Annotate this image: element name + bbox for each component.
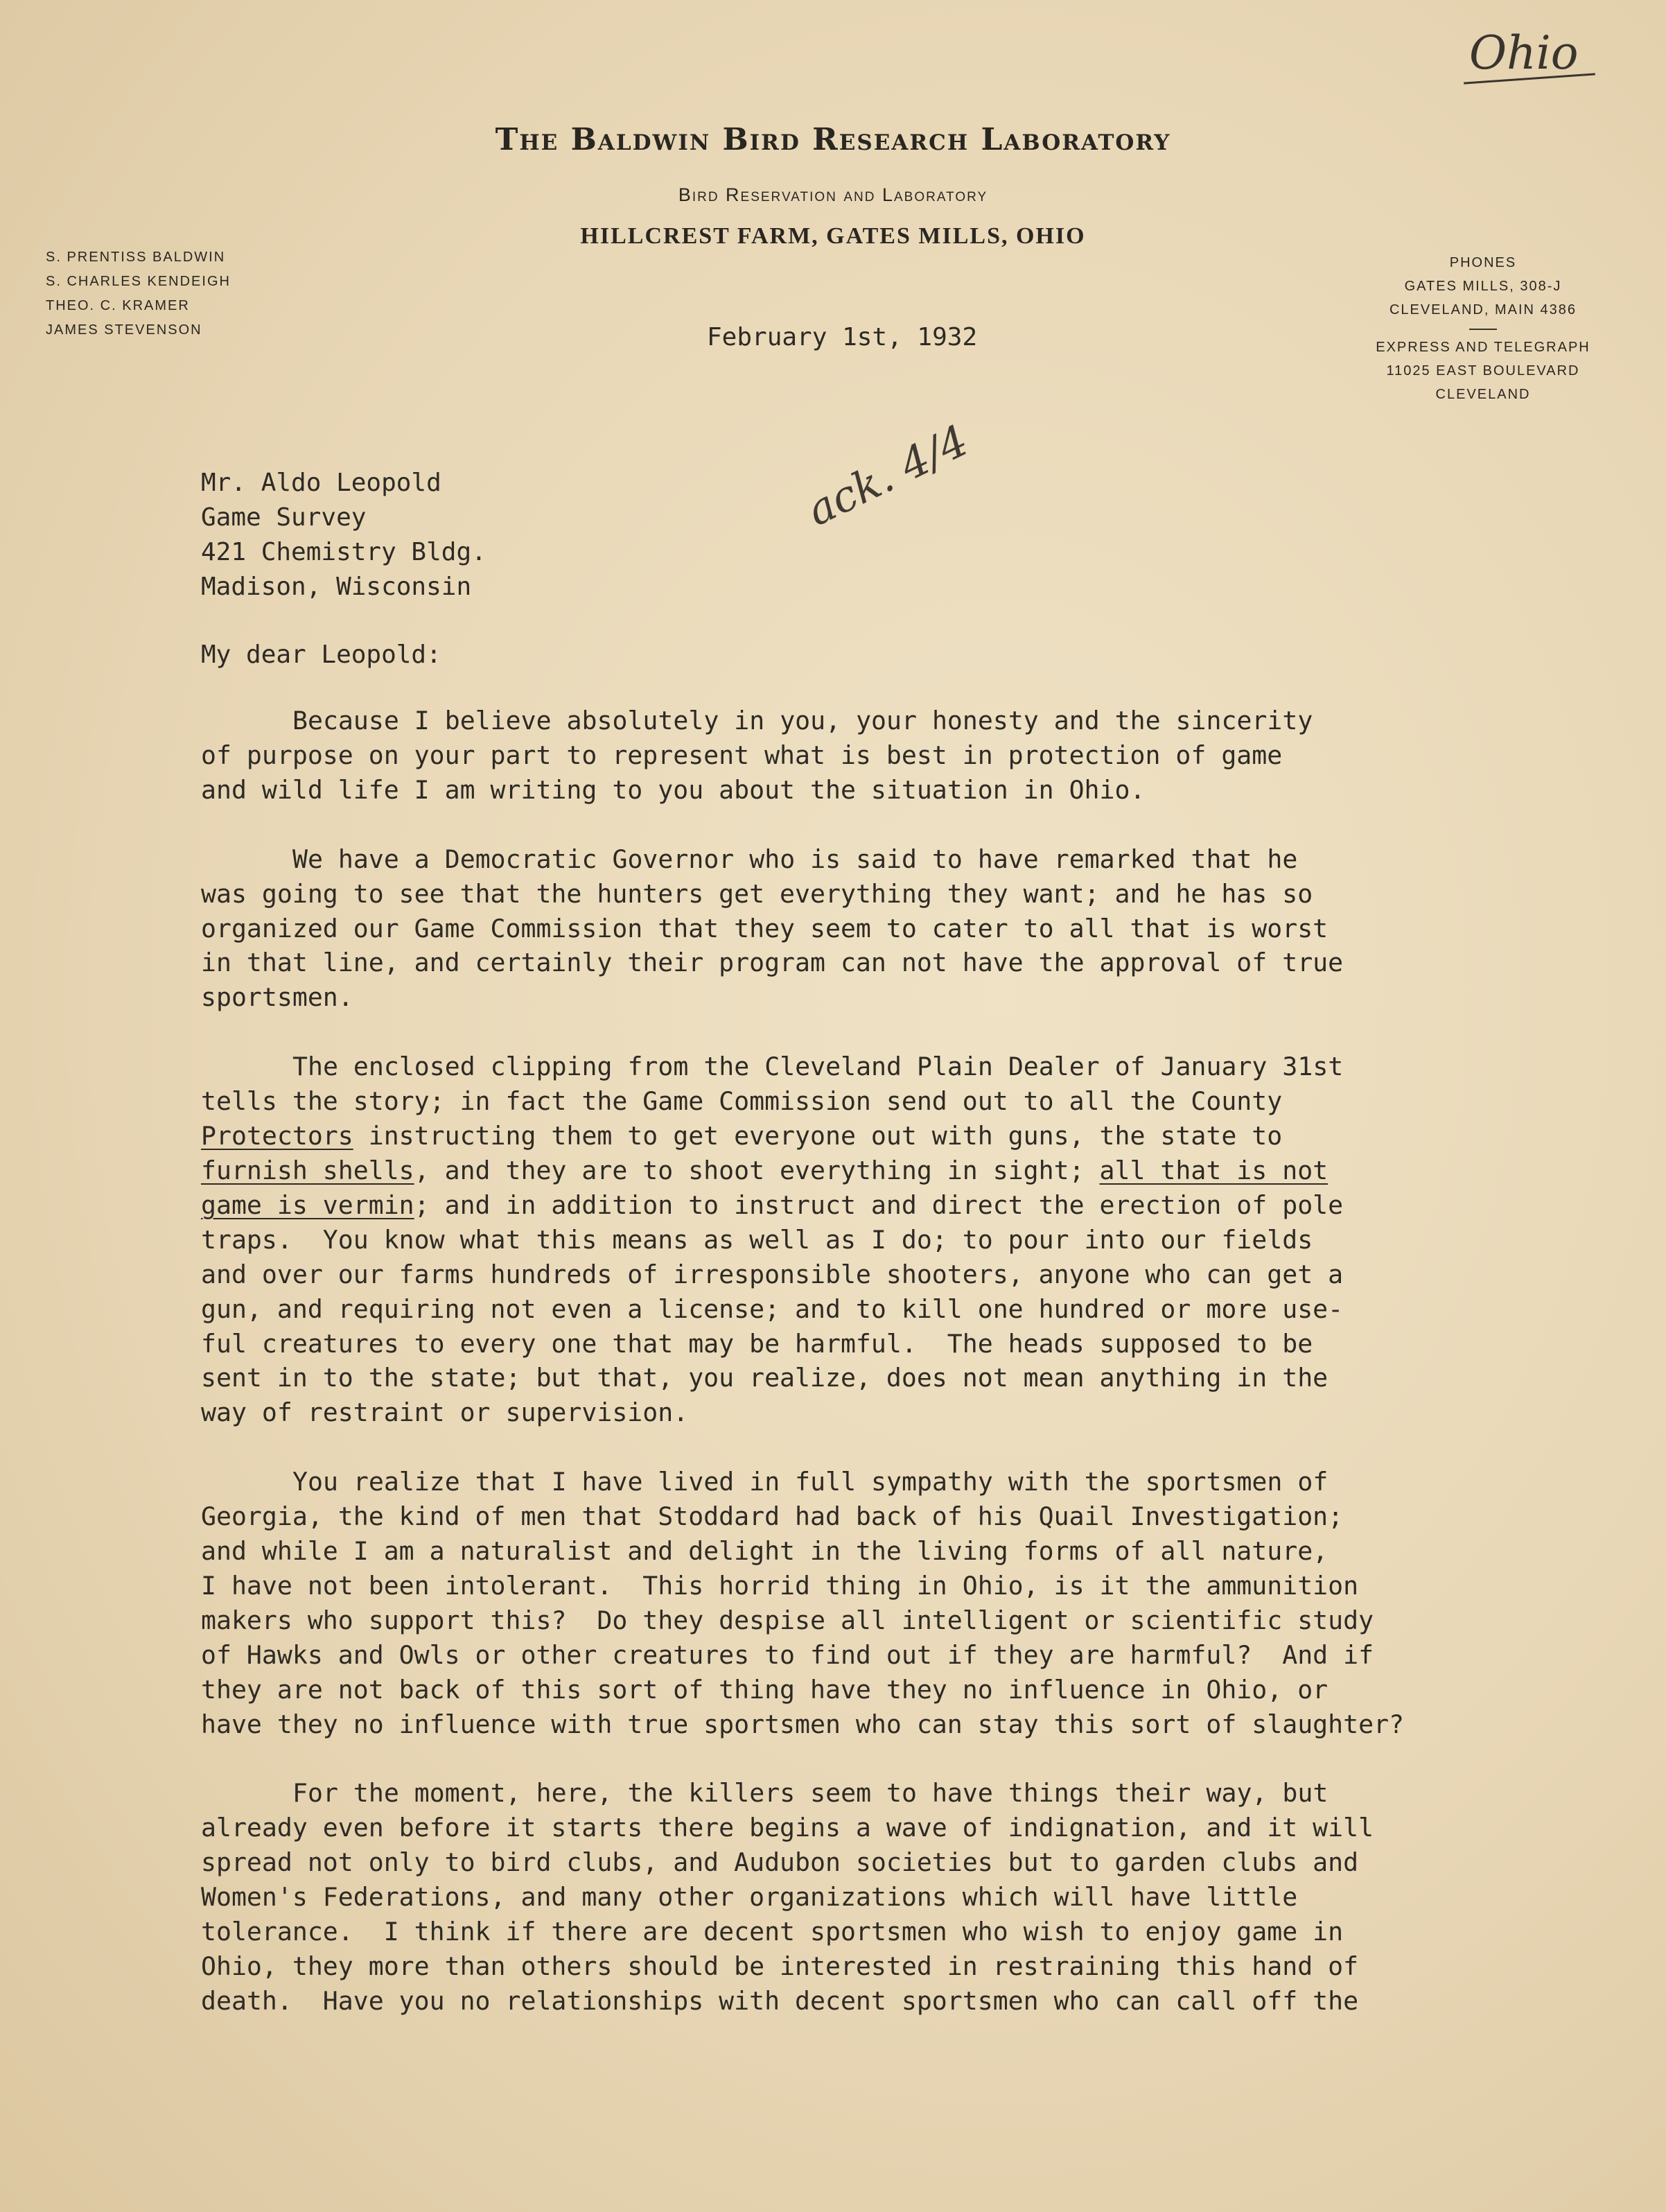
contact-divider <box>1469 329 1497 330</box>
body-line: of Hawks and Owls or other creatures to find out if they are harmful? And if <box>201 1639 1374 1670</box>
letterhead-subtitle: Bird Reservation and Laboratory <box>678 184 988 205</box>
staff-name: S. CHARLES KENDEIGH <box>46 274 231 289</box>
body-line: organized our Game Commission that they seem to cater to all that is worst <box>201 913 1329 943</box>
staff-name: JAMES STEVENSON <box>46 322 202 338</box>
body-line: sent in to the state; but that, you realize, does not mean anything in the <box>201 1363 1329 1393</box>
phone-number: GATES MILLS, 308-J <box>1404 279 1562 294</box>
body-line: was going to see that the hunters get everything they want; and he has so <box>201 878 1313 909</box>
body-line: makers who support this? Do they despise all intelligent or scientific study <box>201 1605 1374 1635</box>
handwritten-ack-note: ack. 4/4 <box>798 415 976 536</box>
salutation: My dear Leopold: <box>201 641 441 669</box>
body-line: tolerance. I think if there are decent sportsmen who wish to enjoy game in <box>201 1917 1344 1947</box>
recipient-line: Madison, Wisconsin <box>201 573 472 601</box>
paragraph-2 <box>201 842 1559 1016</box>
body-line: ful creatures to every one that may be harmful. The heads supposed to be <box>201 1328 1313 1359</box>
staff-name: THEO. C. KRAMER <box>46 298 190 313</box>
paragraph-3 <box>201 1050 1559 1430</box>
body-line: and over our farms hundreds of irresponsible shooters, anyone who can get a <box>201 1259 1344 1289</box>
underlined-text: furnish shells <box>201 1155 414 1185</box>
body-line: and wild life I am writing to you about the situation in Ohio. <box>201 774 1146 805</box>
body-text-run: ; and in addition to instruct and direct the erection of pole <box>414 1190 1344 1220</box>
underlined-text: all that is not <box>1099 1155 1329 1185</box>
express-address: CLEVELAND <box>1435 387 1531 402</box>
underlined-text: Protectors <box>201 1121 353 1151</box>
letter-body <box>201 704 1559 2019</box>
paragraph-1 <box>201 704 1559 808</box>
body-line: in that line, and certainly their program can not have the approval of true <box>201 948 1344 978</box>
body-line: traps. You know what this means as well as I do; to pour into our fields <box>201 1224 1313 1255</box>
handwritten-ohio-note: Ohio <box>1469 26 1579 80</box>
body-line: have they no influence with true sportsmen who can stay this sort of slaughter? <box>201 1709 1405 1739</box>
body-line: You realize that I have lived in full sympathy with the sportsmen of <box>292 1467 1329 1497</box>
body-line: tells the story; in fact the Game Commission send out to all the County <box>201 1086 1283 1117</box>
body-line: Women's Federations, and many other organizations which will have little <box>201 1882 1298 1913</box>
letterhead-title: The Baldwin Bird Research Laboratory <box>495 122 1171 157</box>
express-address: 11025 EAST BOULEVARD <box>1386 363 1580 378</box>
staff-list <box>46 245 231 342</box>
recipient-line: Game Survey <box>201 503 367 532</box>
recipient-address <box>201 466 486 604</box>
body-line: of purpose on your part to represent what is best in protection of game <box>201 740 1283 770</box>
body-line: I have not been intolerant. This horrid thing in Ohio, is it the ammunition <box>201 1570 1359 1601</box>
body-text-run: instructing them to get everyone out with guns, the state to <box>353 1121 1283 1151</box>
body-line: We have a Democratic Governor who is said to have remarked that he <box>292 844 1298 874</box>
body-line: death. Have you no relationships with decent sportsmen who can call off the <box>201 1985 1359 2016</box>
body-line: they are not back of this sort of thing have they no influence in Ohio, or <box>201 1674 1329 1705</box>
recipient-line: 421 Chemistry Bldg. <box>201 538 486 566</box>
contact-block <box>1331 251 1636 406</box>
body-line: gun, and requiring not even a license; and to kill one hundred or more use- <box>201 1294 1344 1324</box>
body-line: The enclosed clipping from the Cleveland Plain Dealer of January 31st <box>292 1052 1344 1082</box>
body-line: spread not only to bird clubs, and Audubon societies but to garden clubs and <box>201 1847 1359 1878</box>
body-text-run: , and they are to shoot everything in sight; <box>414 1155 1100 1185</box>
recipient-line: Mr. Aldo Leopold <box>201 469 441 497</box>
body-line <box>201 1153 1559 1188</box>
body-line <box>201 1188 1559 1223</box>
body-line <box>201 1119 1559 1153</box>
staff-name: S. PRENTISS BALDWIN <box>46 250 226 265</box>
body-line: Ohio, they more than others should be interested in restraining this hand of <box>201 1951 1359 1981</box>
express-label: EXPRESS AND TELEGRAPH <box>1376 340 1590 355</box>
body-line: and while I am a naturalist and delight in the living forms of all nature, <box>201 1536 1329 1567</box>
underlined-text: game is vermin <box>201 1190 414 1220</box>
body-line: way of restraint or supervision. <box>201 1397 689 1428</box>
paragraph-4 <box>201 1465 1559 1741</box>
phone-number: CLEVELAND, MAIN 4386 <box>1389 302 1577 317</box>
body-line: For the moment, here, the killers seem to have things their way, but <box>292 1778 1329 1809</box>
paragraph-5 <box>201 1776 1559 2018</box>
body-line: sportsmen. <box>201 982 353 1013</box>
body-line: Because I believe absolutely in you, your honesty and the sincerity <box>292 706 1313 735</box>
body-line: Georgia, the kind of men that Stoddard had back of his Quail Investigation; <box>201 1501 1344 1532</box>
letterhead-place: HILLCREST FARM, GATES MILLS, OHIO <box>580 223 1086 249</box>
body-line: already even before it starts there begins a wave of indignation, and it will <box>201 1813 1374 1843</box>
phones-label: PHONES <box>1449 255 1517 270</box>
letter-date: February 1st, 1932 <box>707 323 978 351</box>
